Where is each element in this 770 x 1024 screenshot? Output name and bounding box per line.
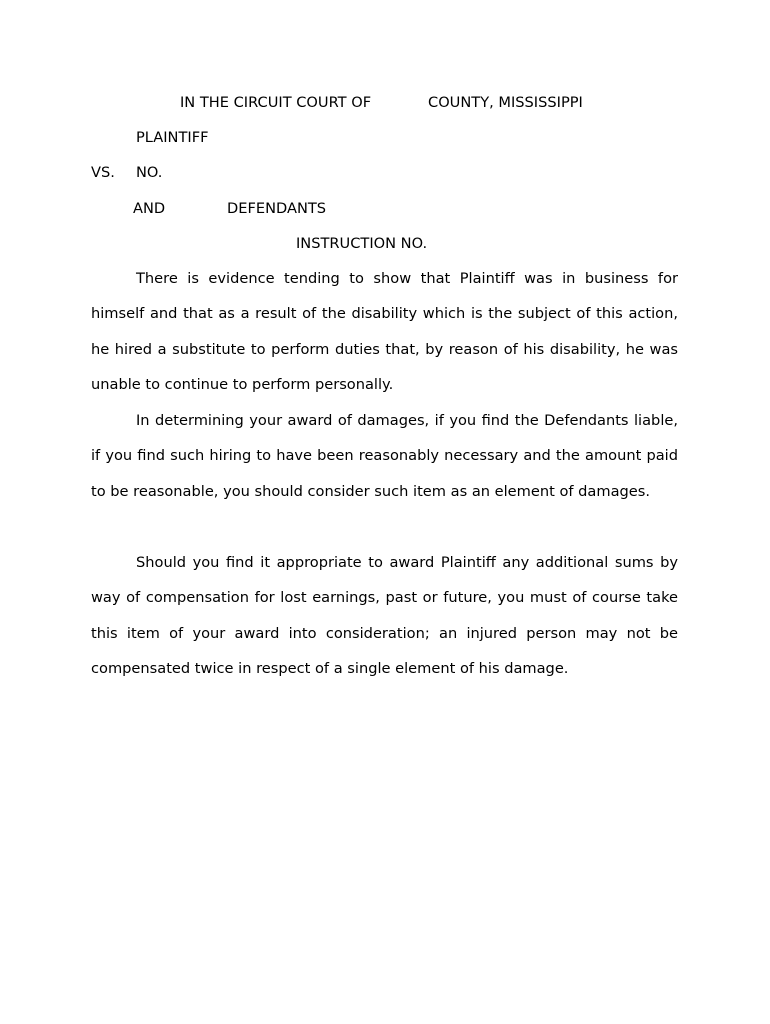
instruction-paragraph-2: In determining your award of damages, if you find the Defendants liable, if you find such hiring to have been reasonably necessary and the amount paid to be reasonable, you should consider such item as an element of damages. [91,412,678,500]
versus-label: VS. [91,164,115,181]
instruction-paragraph-1: There is evidence tending to show that Plaintiff was in business for himself and that as a result of the disability which is the subject of this action, he hired a substitute to perform duties that, by reason of his disability, he was unable to continue to perform personally. [91,270,678,394]
instruction-paragraph-3: Should you find it appropriate to award Plaintiff any additional sums by way of compensation for lost earnings, past or future, you must of course take this item of your award into consideration; an injured person may not be compensated twice in respect of a single element of his damage. [91,554,678,678]
defendants-label: DEFENDANTS [227,200,327,217]
court-county-state: COUNTY, MISSISSIPPI [428,94,583,111]
instruction-title: INSTRUCTION NO. [296,235,428,252]
plaintiff-label: PLAINTIFF [136,129,209,146]
court-name-prefix: IN THE CIRCUIT COURT OF [180,94,372,111]
and-label: AND [133,200,166,217]
case-number-label: NO. [136,164,163,181]
